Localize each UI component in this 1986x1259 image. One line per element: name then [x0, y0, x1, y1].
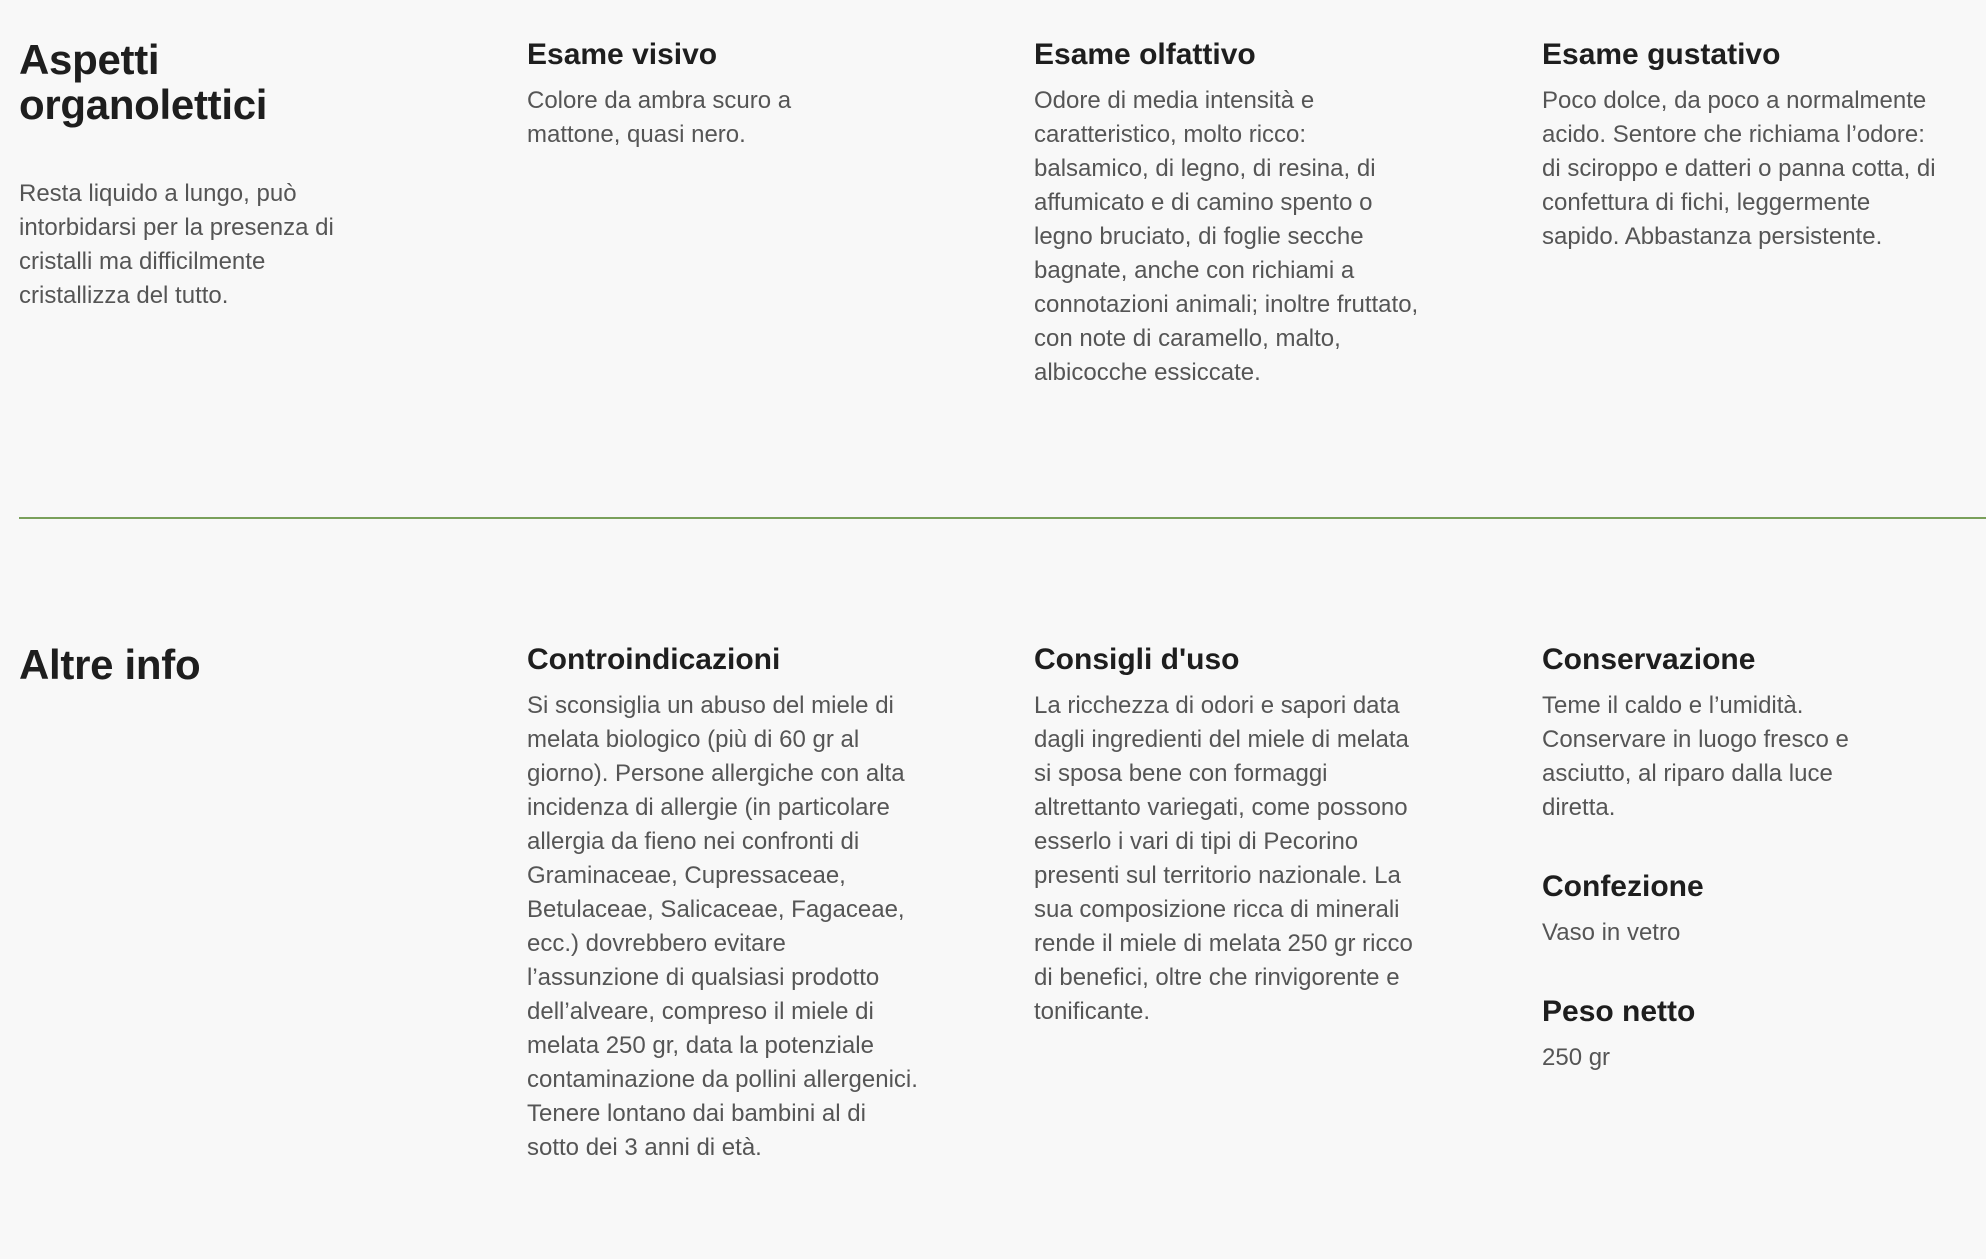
esame-visivo-title: Esame visivo [527, 38, 718, 71]
section-title-aspetti: Aspetti organolettici [19, 36, 268, 128]
aspetti-intro-text: Resta liquido a lungo, può intorbidarsi per la presenza di cristalli ma difficilmente cristallizza del tutto. [19, 180, 334, 309]
consigli-uso-block [1034, 642, 1434, 1029]
controindicazioni-text: Si sconsiglia un abuso del miele di melata biologico (più di 60 gr al giorno). Persone allergiche con alta incidenza di allergie (in particolare allergia da fieno nei confronti di Graminaceae, Cupressaceae, Betulaceae, Salicaceae, Fagaceae, ecc.) dovrebbero evitare l’assunzione di qualsiasi prodotto dell’alveare, compreso il miele di melata 250 gr, data la potenziale contaminazione da pollini allergenici. Tenere lontano dai bambini al di sotto dei 3 anni di età. [527, 692, 918, 1161]
consigli-uso-title: Consigli d'uso [1034, 643, 1240, 676]
section-divider [19, 517, 1986, 519]
esame-olfattivo-block [1034, 37, 1434, 390]
esame-gustativo-block [1542, 37, 1962, 254]
controindicazioni-block [527, 642, 927, 1165]
confezione-block [1542, 869, 1962, 950]
conservazione-text: Teme il caldo e l’umidità. Conservare in luogo fresco e asciutto, al riparo dalla luce diretta. [1542, 692, 1849, 821]
esame-visivo-text: Colore da ambra scuro a mattone, quasi nero. [527, 87, 792, 148]
controindicazioni-title: Controindicazioni [527, 643, 781, 676]
conservazione-title: Conservazione [1542, 643, 1756, 676]
esame-olfattivo-text: Odore di media intensità e caratteristico, molto ricco: balsamico, di legno, di resina, di affumicato e di camino spento o legno bruciato, di foglie secche bagnate, anche con richiami a connotazioni animali; inoltre fruttato, con note di caramello, malto, albicocche essiccate. [1034, 87, 1419, 386]
confezione-title: Confezione [1542, 870, 1704, 903]
peso-netto-text: 250 gr [1542, 1044, 1611, 1071]
section-title-altre-info: Altre info [19, 641, 201, 688]
conservazione-block [1542, 642, 1962, 825]
altre-info-right-column [1542, 642, 1962, 1075]
confezione-text: Vaso in vetro [1542, 919, 1681, 946]
esame-gustativo-title: Esame gustativo [1542, 38, 1781, 71]
esame-olfattivo-title: Esame olfattivo [1034, 38, 1256, 71]
aspetti-intro-column [19, 37, 379, 313]
esame-gustativo-text: Poco dolce, da poco a normalmente acido. Sentore che richiama l’odore: di sciroppo e datteri o panna cotta, di confettura di fichi, leggermente sapido. Abbastanza persistente. [1542, 87, 1936, 250]
consigli-uso-text: La ricchezza di odori e sapori data dagli ingredienti del miele di melata si sposa bene con formaggi altrettanto variegati, come possono esserlo i vari di tipi di Pecorino presenti sul territorio nazionale. La sua composizione ricca di minerali rende il miele di melata 250 gr ricco di benefici, oltre che rinvigorente e tonificante. [1034, 692, 1413, 1025]
peso-netto-block [1542, 994, 1962, 1075]
peso-netto-title: Peso netto [1542, 995, 1696, 1028]
esame-visivo-block [527, 37, 927, 152]
altre-info-title-column [19, 642, 379, 687]
